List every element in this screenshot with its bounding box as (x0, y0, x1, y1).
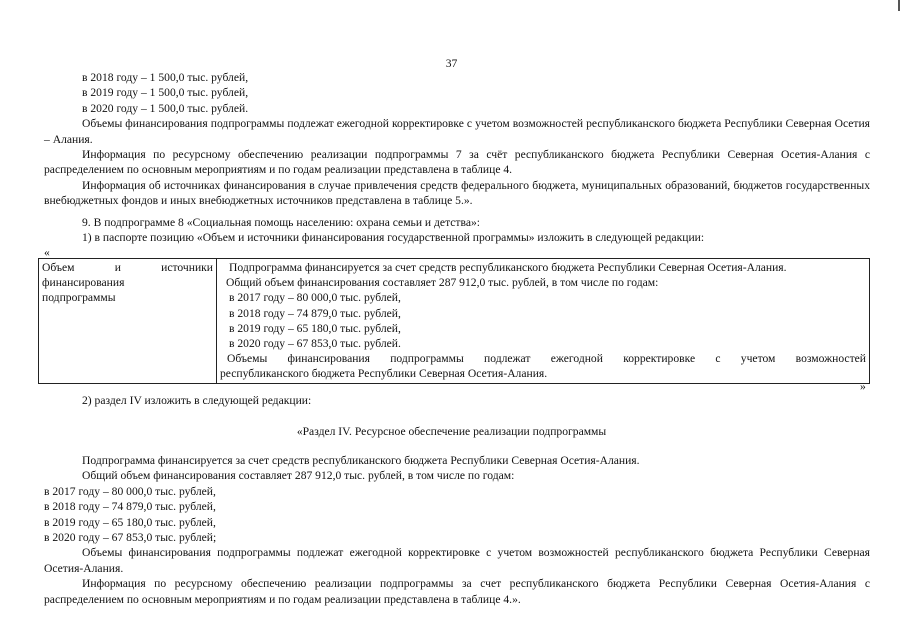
passport-label-line-1 (42, 260, 213, 275)
section-year-2017: в 2017 году – 80 000,0 тыс. рублей, (44, 484, 216, 498)
year-line-2020: в 2020 году – 1 500,0 тыс. рублей. (82, 101, 249, 115)
passport-value-line-4: в 2018 году – 74 879,0 тыс. рублей, (229, 306, 401, 320)
passport-value-line-3: в 2017 году – 80 000,0 тыс. рублей, (229, 291, 401, 305)
section-year-2019: в 2019 году – 65 180,0 тыс. рублей, (44, 515, 216, 529)
item-9-subitem-2: 2) раздел IV изложить в следующей редакции: (82, 394, 312, 407)
opening-quote: « (44, 246, 50, 259)
passport-value-line-6: в 2020 году – 67 853,0 тыс. рублей. (229, 337, 401, 351)
scan-edge-mark (898, 0, 900, 11)
item-9-subitem-2-block (44, 393, 870, 408)
top-section (44, 70, 870, 209)
item-9-subitem-1: 1) в паспорте позицию «Объем и источники финансирования государственной программы» изложить в следующей редакции: (82, 231, 705, 245)
paragraph-resource-info: Информация по ресурсному обеспечению реализации подпрограммы 7 за счёт республиканского бюджета Республики Северная Осетия-Алания с распределением по основным мероприятиям и по годам реализации представлена в таблице 4. (44, 148, 870, 177)
year-line-2019: в 2019 году – 1 500,0 тыс. рублей, (82, 86, 249, 100)
passport-value-line-1: Подпрограмма финансируется за счет средств республиканского бюджета Республики Северная Осетия-Алания. (229, 261, 787, 274)
section-title: «Раздел IV. Ресурсное обеспечение реализации подпрограммы (296, 425, 607, 438)
passport-value-line-2: Общий объем финансирования составляет 287 912,0 тыс. рублей, в том числе по годам: (226, 276, 659, 290)
paragraph-funding-sources: Информация об источниках финансирования в случае привлечения средств федерального бюджета, муниципальных образований, бюджетов государственных внебюджетных фондов и иных внебюджетных источников представлена в таблице 5.». (44, 178, 870, 208)
passport-label-line-2: финансирования (42, 276, 125, 290)
paragraph-adjustment: Объемы финансирования подпрограммы подлежат ежегодной корректировке с учетом возможностей республиканского бюджета Республики Северная Осетия – Алания. (44, 117, 870, 146)
section-year-2020: в 2020 году – 67 853,0 тыс. рублей; (44, 531, 217, 545)
passport-value-line-5: в 2019 году – 65 180,0 тыс. рублей, (229, 321, 401, 335)
section-paragraph-adjustment: Объемы финансирования подпрограммы подлежат ежегодной корректировке с учетом возможностей республиканского бюджета Республики Северная Осетия-Алания. (44, 546, 870, 575)
item-9 (44, 215, 870, 246)
passport-label-line-3: подпрограммы (42, 291, 116, 305)
section-body (44, 453, 870, 607)
closing-quote: » (860, 380, 866, 393)
passport-row (39, 259, 870, 384)
label-word-3: источники (161, 261, 213, 274)
section-paragraph-total: Общий объем финансирования составляет 287 912,0 тыс. рублей, в том числе по годам: (82, 469, 515, 483)
passport-value-cell (217, 259, 870, 384)
passport-label-cell (39, 259, 217, 384)
passport-value-line-8: республиканского бюджета Республики Северная Осетия-Алания. (220, 367, 548, 381)
item-9-heading: 9. В подпрограмме 8 «Социальная помощь населению: охрана семьи и детства»: (82, 216, 480, 229)
year-line-2018: в 2018 году – 1 500,0 тыс. рублей, (82, 71, 249, 84)
label-word-1: Объем (42, 261, 75, 274)
page-number: 37 (445, 57, 458, 70)
passport-table (38, 258, 870, 384)
passport-value-line-7: Объемы финансирования подпрограммы подлежат ежегодной корректировке с учетом возможностей (227, 352, 866, 366)
section-year-2018: в 2018 году – 74 879,0 тыс. рублей, (44, 500, 216, 514)
section-paragraph-resource-info: Информация по ресурсному обеспечению реализации подпрограммы за счет республиканского бюджета Республики Северная Осетия-Алания с распределением по основным мероприятиям и по годам реализации представлена в таблице 4.». (44, 577, 870, 606)
label-word-2: и (114, 261, 121, 274)
section-paragraph-finance: Подпрограмма финансируется за счет средств республиканского бюджета Республики Северная Осетия-Алания. (82, 454, 640, 467)
